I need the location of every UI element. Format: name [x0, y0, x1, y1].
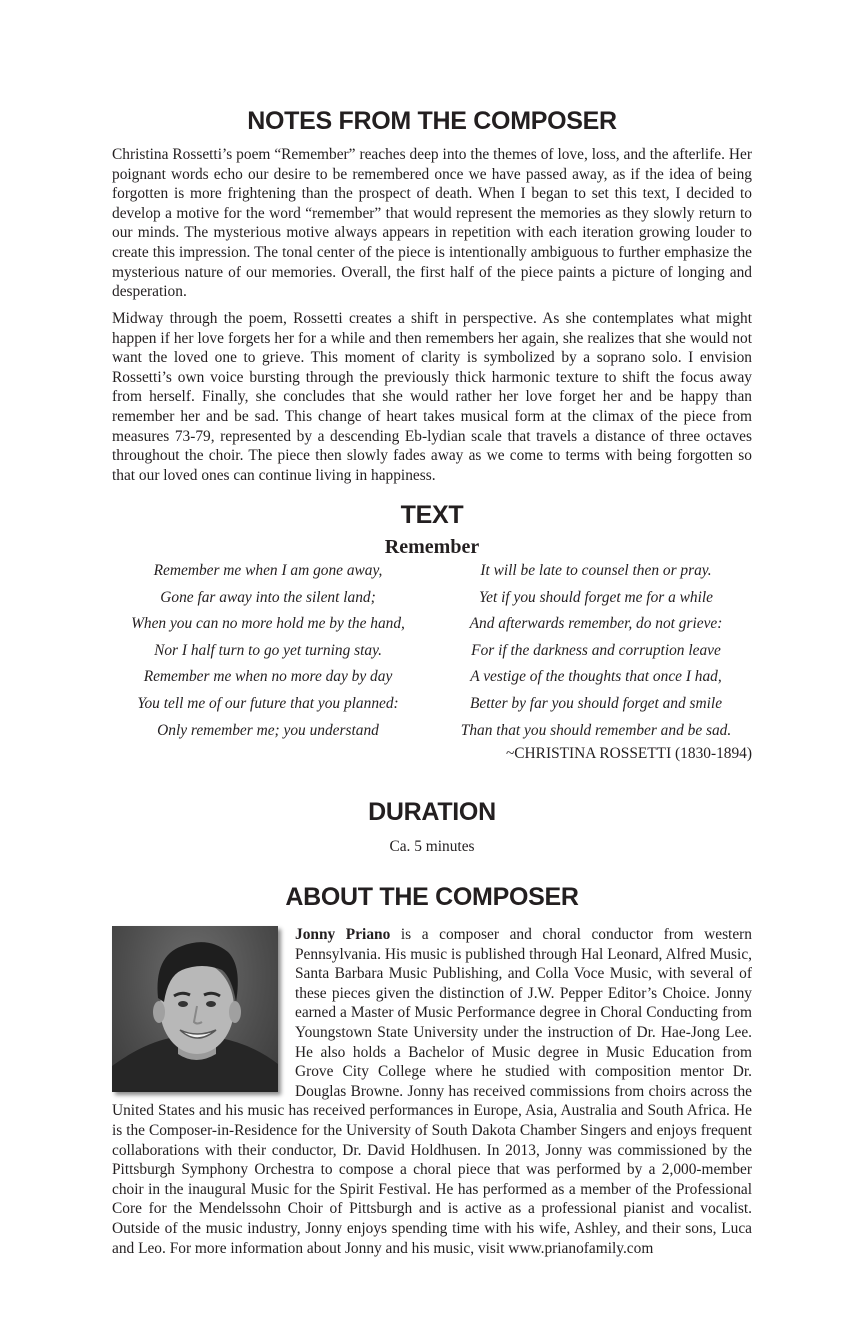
- poem-line: For if the darkness and corruption leave: [471, 641, 721, 659]
- poem-line: Yet if you should forget me for a while: [479, 588, 713, 606]
- portrait-image: [112, 926, 278, 1092]
- about-heading: ABOUT THE COMPOSER: [285, 883, 579, 911]
- poem-line: Remember me when I am gone away,: [153, 562, 383, 579]
- poem-line: It will be late to counsel then or pray.: [480, 562, 712, 579]
- duration-value: Ca. 5 minutes: [389, 838, 475, 855]
- poem-line: Better by far you should forget and smile: [469, 694, 723, 712]
- poem-column-right: [436, 558, 756, 744]
- poem-line: Gone far away into the silent land;: [160, 588, 376, 606]
- composer-bio-text: is a composer and choral conductor from western Pennsylvania. His music is published through Hal Leonard, Alfred Music, Santa Barbara Music Publishing, and Colla Voce Music, with several of these pieces given the distinction of J.W. Pepper Editor’s Choice. Jonny earned a Master of Music Performance degree in Choral Conducting from Youngstown State University under the instruction of Dr. Hae-Jong Lee. He also holds a Bachelor of Music degree in Music Education from Grove City College where he studied with composition mentor Dr. Douglas Browne. Jonny has received commissions from choirs across the United States and his music has received performances in Europe, Asia, Australia and South Africa. He is the Composer-in-Residence for the University of South Dakota Chamber Singers and enjoys frequent collaborations with their conductor, Dr. David Holdhusen. In 2013, Jonny was commissioned by the Pittsburgh Symphony Orchestra to compose a choral piece that was performed by a 2,000-member choir in the inaugural Music for the Spirit Festival. He has performed as a member of the Professional Core for the Mendelssohn Choir of Pittsburgh and is active as a professional pianist and vocalist. Outside of the music industry, Jonny enjoys spending time with his wife, Ashley, and their sons, Luca and Leo. For more information about Jonny and his music, visit www.prianofamily.com: [112, 926, 752, 1257]
- poem-line: When you can no more hold me by the hand,: [131, 615, 405, 633]
- about-composer-bio: [112, 925, 752, 1258]
- notes-heading: NOTES FROM THE COMPOSER: [247, 107, 617, 135]
- notes-paragraph-1: Christina Rossetti’s poem “Remember” reaches deep into the themes of love, loss, and the afterlife. Her poignant words echo our desire to be remembered once we have passed away, as if the idea of being forgotten is more frightening than the prospect of death. When I began to set this text, I decided to develop a motive for the word “remember” that would represent the memories as they slowly return to our minds. The mysterious motive always appears in repetition with each iteration growing louder to create this impression. The tonal center of the piece is intentionally ambiguous to further emphasize the mysterious nature of our memories. Overall, the first half of the piece paints a picture of longing and desperation.: [112, 146, 752, 301]
- poem-title: Remember: [384, 536, 480, 558]
- poem-line: Nor I half turn to go yet turning stay.: [154, 641, 382, 659]
- poem-line: A vestige of the thoughts that once I had,: [470, 668, 722, 686]
- poem-line: Than that you should remember and be sad.: [460, 721, 732, 739]
- poem-line: You tell me of our future that you planned:: [137, 694, 399, 712]
- composer-photo: [112, 926, 278, 1092]
- poem-column-left: [108, 558, 428, 744]
- poem-line: Only remember me; you understand: [157, 721, 379, 739]
- text-heading: TEXT: [400, 501, 464, 529]
- composer-name: Jonny Priano: [295, 926, 391, 943]
- poem-attribution: ~CHRISTINA ROSSETTI (1830-1894): [505, 745, 752, 762]
- poem-line: And afterwards remember, do not grieve:: [469, 615, 723, 633]
- notes-paragraph-2: Midway through the poem, Rossetti creates a shift in perspective. As she contemplates what might happen if her love forgets her for a while and then remembers her again, she realizes that she would not want the loved one to grieve. This moment of clarity is symbolized by a soprano solo. I envision Rossetti’s own voice bursting through the previously thick harmonic texture to shift the focus away from herself. Finally, she concludes that she would rather her love forget her and be happy than remember her and be sad. This change of heart takes musical form at the climax of the piece from measures 73-79, represented by a descending Eb-lydian scale that travels a distance of three octaves throughout the choir. The piece then slowly fades away as we come to terms with being forgotten so that our loved ones can continue living in happiness.: [112, 310, 752, 484]
- duration-heading: DURATION: [368, 798, 496, 826]
- poem-line: Remember me when no more day by day: [143, 668, 393, 686]
